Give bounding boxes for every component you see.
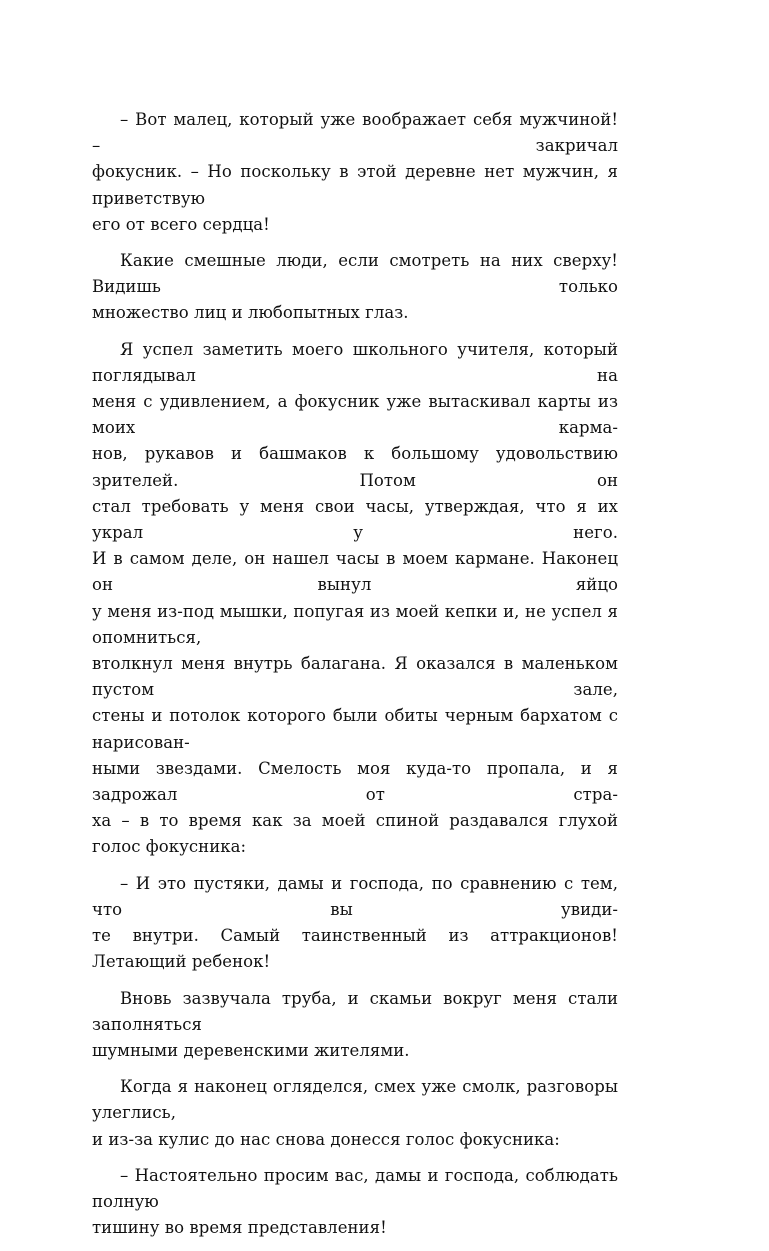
paragraph <box>92 248 618 327</box>
text-line: его от всего сердца! <box>92 214 270 234</box>
text-line: стал требовать у меня свои часы, утверждая, что я их украл у него. <box>92 496 618 543</box>
paragraph <box>92 107 618 238</box>
text-line: – Вот малец, который уже воображает себя мужчиной! – закричал <box>92 110 618 156</box>
text-line: те внутри. Самый таинственный из аттракционов! Летающий ребенок! <box>92 926 618 972</box>
text-line: множество лиц и любопытных глаз. <box>92 303 409 323</box>
text-line: Когда я наконец огляделся, смех уже смолк, разговоры улеглись, <box>92 1077 618 1123</box>
paragraph <box>92 337 618 861</box>
text-line: ными звездами. Смелость моя куда-то пропала, и я задрожал от стра- <box>92 758 618 805</box>
text-line: фокусник. – Но поскольку в этой деревне нет мужчин, я приветствую <box>92 162 618 208</box>
text-line: Вновь зазвучала труба, и скамьи вокруг меня стали заполняться <box>92 988 618 1034</box>
text-line: Какие смешные люди, если смотреть на них сверху! Видишь только <box>92 251 618 297</box>
text-line: и из-за кулис до нас снова донесся голос фокусника: <box>92 1129 560 1149</box>
text-line: у меня из-под мышки, попугая из моей кепки и, не успел я опомниться, <box>92 601 618 647</box>
text-line: втолкнул меня внутрь балагана. Я оказался в маленьком пустом зале, <box>92 654 618 700</box>
text-line: – И это пустяки, дамы и господа, по сравнению с тем, что вы увиди- <box>92 873 618 919</box>
paragraph <box>92 1163 618 1242</box>
text-line: Я успел заметить моего школьного учителя, который поглядывал на <box>92 339 618 385</box>
text-line: меня с удивлением, а фокусник уже вытаскивал карты из моих карма- <box>92 392 618 438</box>
paragraph <box>92 986 618 1065</box>
text-line: ха – в то время как за моей спиной раздавался глухой голос фокусника: <box>92 811 618 857</box>
paragraph <box>92 871 618 976</box>
text-line: стены и потолок которого были обиты черным бархатом с нарисован- <box>92 706 618 752</box>
text-line: шумными деревенскими жителями. <box>92 1040 410 1060</box>
paragraph <box>92 1074 618 1153</box>
text-line: тишину во время представления! <box>92 1218 387 1238</box>
text-line: И в самом деле, он нашел часы в моем кармане. Наконец он вынул яйцо <box>92 549 618 595</box>
body-text <box>92 107 618 1251</box>
text-line: нов, рукавов и башмаков к большому удовольствию зрителей. Потом он <box>92 444 618 490</box>
text-line: – Настоятельно просим вас, дамы и господа, соблюдать полную <box>92 1165 618 1211</box>
